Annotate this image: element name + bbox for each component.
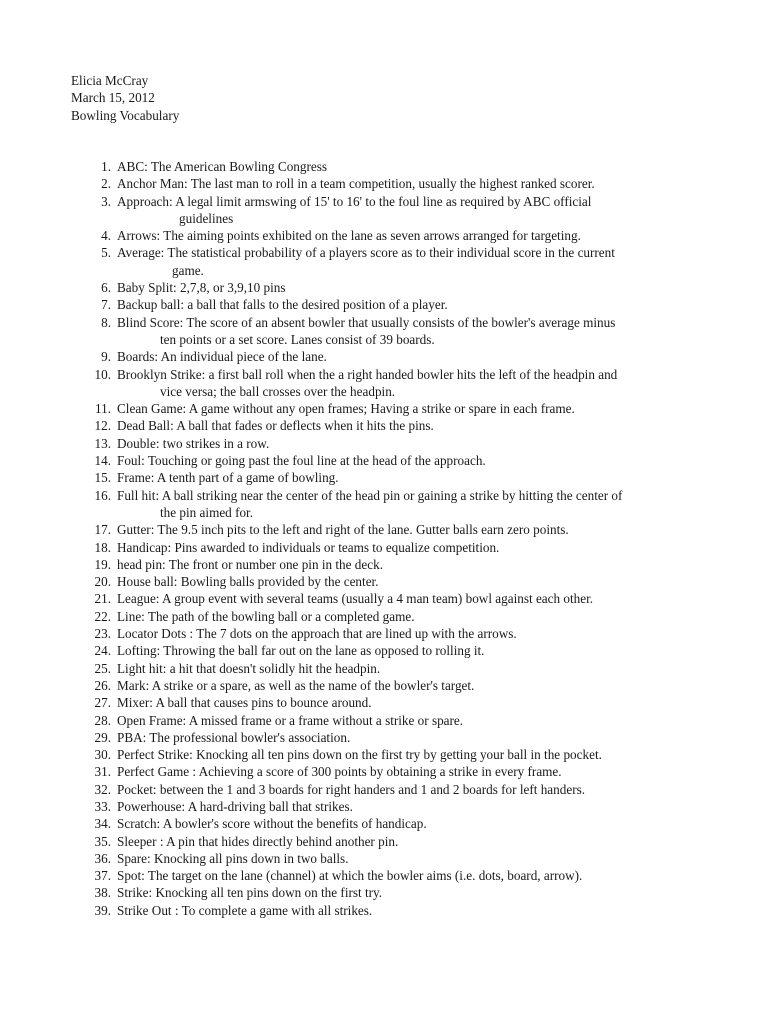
list-item [0, 279, 768, 296]
list-item-number: 13. [94, 435, 111, 451]
list-item-text: Light hit: a hit that doesn't solidly hit the headpin. [117, 660, 381, 676]
list-item-text: Boards: An individual piece of the lane. [117, 349, 327, 365]
list-item-text: ABC: The American Bowling Congress [117, 159, 328, 174]
list-item-text: Open Frame: A missed frame or a frame without a strike or spare. [117, 712, 464, 728]
list-item [0, 642, 768, 659]
list-item-text: Perfect Game : Achieving a score of 300 points by obtaining a strike in every frame. [117, 764, 562, 780]
list-item-number: 20. [94, 574, 111, 590]
list-item [0, 902, 768, 919]
list-item [0, 781, 768, 798]
list-item-text: Brooklyn Strike: a first ball roll when the a right handed bowler hits the left of the headpin and [117, 366, 618, 382]
list-item [0, 435, 768, 452]
list-item [0, 193, 768, 228]
author-name: Elicia McCray [71, 73, 149, 88]
list-item [0, 521, 768, 538]
list-item-text: League: A group event with several teams (usually a 4 man team) bowl against each other. [117, 591, 594, 607]
list-item [0, 590, 768, 607]
list-item [0, 694, 768, 711]
list-item-number: 16. [94, 487, 111, 503]
list-item-number: 9. [101, 349, 111, 365]
list-item [0, 244, 768, 279]
list-item-number: 15. [94, 470, 111, 486]
list-item-number: 23. [94, 626, 111, 642]
list-item [0, 798, 768, 815]
document-title: Bowling Vocabulary [71, 107, 180, 123]
list-item [0, 296, 768, 313]
list-item-number: 1. [101, 159, 111, 174]
vocabulary-list [0, 158, 768, 919]
list-item-text: Strike: Knocking all ten pins down on the first try. [117, 885, 383, 901]
list-item-number: 36. [94, 850, 111, 866]
list-item-number: 22. [94, 608, 111, 624]
list-item [0, 763, 768, 780]
list-item-number: 11. [95, 401, 111, 417]
list-item-number: 37. [94, 868, 111, 884]
list-item [0, 452, 768, 469]
list-item-text: Dead Ball: A ball that fades or deflects when it hits the pins. [117, 418, 434, 434]
list-item-number: 30. [94, 747, 111, 763]
list-item-text: Foul: Touching or going past the foul line at the head of the approach. [117, 453, 486, 469]
list-item-number: 4. [101, 228, 111, 244]
list-item [0, 746, 768, 763]
list-item-text: Double: two strikes in a row. [117, 435, 270, 451]
list-item-number: 33. [94, 798, 111, 814]
list-item [0, 366, 768, 401]
list-item-continuation: the pin aimed for. [160, 504, 254, 520]
list-item-text: House ball: Bowling balls provided by the center. [117, 574, 379, 590]
list-item [0, 884, 768, 901]
list-item-text: Arrows: The aiming points exhibited on the lane as seven arrows arranged for targeting. [117, 228, 581, 244]
list-item [0, 227, 768, 244]
list-item-number: 14. [94, 453, 111, 469]
list-item-text: Line: The path of the bowling ball or a completed game. [117, 608, 415, 624]
list-item [0, 469, 768, 486]
list-item [0, 175, 768, 192]
list-item [0, 417, 768, 434]
list-item-number: 25. [94, 660, 111, 676]
list-item [0, 625, 768, 642]
list-item-text: Clean Game: A game without any open frames; Having a strike or spare in each frame. [117, 401, 575, 417]
list-item-text: Full hit: A ball striking near the center of the head pin or gaining a strike by hitting the center of [117, 487, 623, 503]
list-item-text: Baby Split: 2,7,8, or 3,9,10 pins [117, 280, 286, 296]
list-item-number: 34. [94, 816, 111, 832]
list-item-number: 3. [101, 193, 111, 209]
list-item-number: 10. [94, 366, 111, 382]
list-item-number: 35. [94, 833, 111, 849]
list-item-number: 17. [94, 522, 111, 538]
list-item-number: 24. [94, 643, 111, 659]
list-item-continuation: ten points or a set score. Lanes consist of 39 boards. [160, 331, 435, 347]
list-item-number: 39. [94, 902, 111, 918]
list-item-text: PBA: The professional bowler's association. [117, 729, 351, 745]
list-item [0, 487, 768, 522]
list-item-number: 31. [94, 764, 111, 780]
list-item-continuation: vice versa; the ball crosses over the headpin. [160, 383, 396, 399]
list-item [0, 677, 768, 694]
list-item [0, 815, 768, 832]
list-item-continuation: guidelines [179, 210, 234, 226]
list-item-number: 27. [94, 695, 111, 711]
list-item-text: Sleeper : A pin that hides directly behind another pin. [117, 833, 399, 849]
list-item-text: Perfect Strike: Knocking all ten pins down on the first try by getting your ball in the pocket. [117, 747, 602, 763]
list-item-number: 38. [94, 885, 111, 901]
list-item-text: Gutter: The 9.5 inch pits to the left and right of the lane. Gutter balls earn zero points. [117, 522, 569, 538]
list-item-number: 7. [101, 297, 111, 313]
list-item-number: 29. [94, 729, 111, 745]
list-item-text: Powerhouse: A hard-driving ball that strikes. [117, 798, 353, 814]
list-item-number: 19. [94, 556, 111, 572]
list-item-text: Spot: The target on the lane (channel) at which the bowler aims (i.e. dots, board, arrow). [117, 868, 583, 884]
list-item [0, 833, 768, 850]
list-item-text: Spare: Knocking all pins down in two balls. [117, 850, 349, 866]
list-item-text: Blind Score: The score of an absent bowler that usually consists of the bowler's average minus [117, 314, 616, 330]
list-item-text: Handicap: Pins awarded to individuals or teams to equalize competition. [117, 539, 500, 555]
list-item-number: 2. [101, 176, 111, 192]
list-item-text: Mixer: A ball that causes pins to bounce around. [117, 695, 372, 711]
list-item [0, 314, 768, 349]
list-item-continuation: game. [172, 262, 204, 278]
document-date: March 15, 2012 [71, 90, 155, 106]
list-item-text: Lofting: Throwing the ball far out on the lane as opposed to rolling it. [117, 643, 485, 659]
list-item [0, 729, 768, 746]
list-item-text: Backup ball: a ball that falls to the desired position of a player. [117, 297, 448, 313]
list-item-number: 8. [101, 314, 111, 330]
list-item-number: 32. [94, 781, 111, 797]
list-item-text: Scratch: A bowler's score without the benefits of handicap. [117, 816, 427, 832]
list-item [0, 867, 768, 884]
list-item-text: Locator Dots : The 7 dots on the approach that are lined up with the arrows. [117, 626, 517, 642]
list-item [0, 348, 768, 365]
list-item-text: Mark: A strike or a spare, as well as the name of the bowler's target. [117, 677, 475, 693]
list-item-number: 6. [101, 280, 111, 296]
list-item-text: Anchor Man: The last man to roll in a team competition, usually the highest ranked scorer. [117, 176, 595, 192]
list-item-number: 26. [94, 677, 111, 693]
list-item [0, 573, 768, 590]
list-item-text: Average: The statistical probability of a players score as to their individual score in the current [117, 245, 615, 261]
list-item [0, 608, 768, 625]
document-header [71, 72, 179, 124]
list-item-text: Approach: A legal limit armswing of 15' to 16' to the foul line as required by ABC official [117, 193, 592, 209]
list-item-number: 12. [94, 418, 111, 434]
list-item-number: 18. [94, 539, 111, 555]
list-item [0, 539, 768, 556]
list-item [0, 660, 768, 677]
list-item-text: Strike Out : To complete a game with all strikes. [117, 902, 373, 918]
list-item [0, 712, 768, 729]
list-item-number: 5. [101, 245, 111, 261]
list-item [0, 556, 768, 573]
list-item-number: 21. [94, 591, 111, 607]
list-item-text: Frame: A tenth part of a game of bowling. [117, 470, 339, 486]
list-item-text: Pocket: between the 1 and 3 boards for right handers and 1 and 2 boards for left handers. [117, 781, 586, 797]
list-item-number: 28. [94, 712, 111, 728]
list-item-text: head pin: The front or number one pin in the deck. [117, 556, 383, 572]
list-item [0, 850, 768, 867]
list-item [0, 158, 768, 175]
list-item [0, 400, 768, 417]
